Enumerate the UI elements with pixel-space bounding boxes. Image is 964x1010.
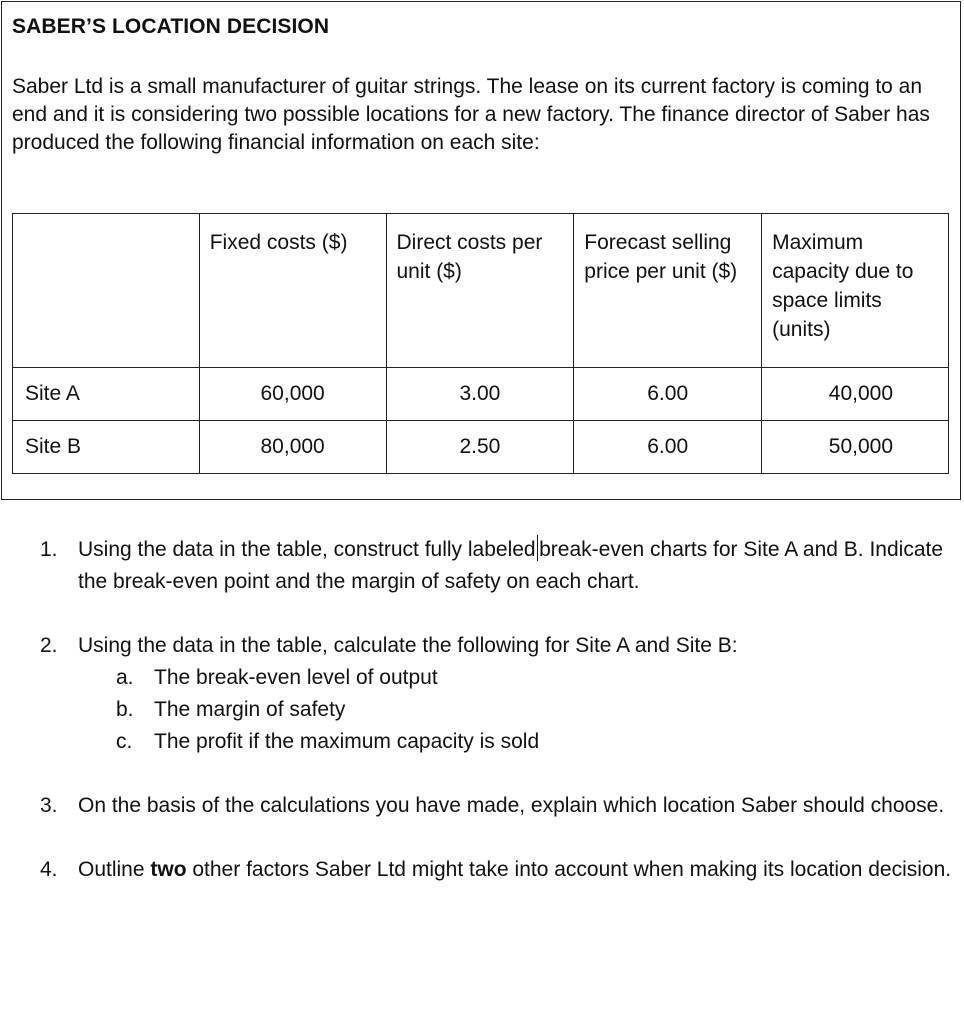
question-text: On the basis of the calculations you have made, explain which location Saber should choose. <box>78 794 945 817</box>
sub-question-b <box>116 694 960 726</box>
selling-price-cell: 6.00 <box>574 421 762 474</box>
site-label: Site A <box>13 368 200 421</box>
question-3 <box>40 790 960 822</box>
sub-text: The break-even level of output <box>154 666 438 689</box>
site-label: Site B <box>13 421 200 474</box>
direct-costs-cell: 2.50 <box>386 421 574 474</box>
question-text: Using the data in the table, calculate the following for Site A and Site B: <box>78 634 738 657</box>
header-fixed-costs: Fixed costs ($) <box>199 214 386 368</box>
max-capacity-cell: 50,000 <box>762 421 949 474</box>
table-header-row <box>13 214 949 368</box>
direct-costs-cell: 3.00 <box>386 368 574 421</box>
question-2 <box>40 630 960 758</box>
header-cell-blank <box>13 214 200 368</box>
table-row <box>13 368 949 421</box>
header-selling-price: Forecast selling price per unit ($) <box>574 214 762 368</box>
sub-question-a <box>116 662 960 694</box>
text-cursor <box>537 535 539 561</box>
question-1 <box>40 534 960 598</box>
header-max-capacity: Maximum capacity due to space limits (units) <box>762 214 949 368</box>
question-4 <box>40 854 960 886</box>
site-costs-table <box>12 213 949 474</box>
sub-letter: a. <box>116 666 134 689</box>
fixed-costs-cell: 60,000 <box>199 368 386 421</box>
max-capacity-cell: 40,000 <box>762 368 949 421</box>
selling-price-cell: 6.00 <box>574 368 762 421</box>
sub-letter: b. <box>116 698 134 721</box>
sub-letter: c. <box>116 730 133 753</box>
question-text: break-even charts for Site A and B. Indicate the break-even point and the margin of safety on each chart. <box>78 538 944 593</box>
table-row <box>13 421 949 474</box>
question-list <box>40 534 960 886</box>
question-text: other factors Saber Ltd might take into account when making its location decision. <box>186 858 952 881</box>
fixed-costs-cell: 80,000 <box>199 421 386 474</box>
question-text: Outline <box>78 858 151 881</box>
sub-text: The profit if the maximum capacity is sold <box>154 730 540 753</box>
question-text: Using the data in the table, construct fully labeled <box>78 538 536 561</box>
question-number: 4. <box>40 858 58 881</box>
question-number: 1. <box>40 538 58 561</box>
intro-paragraph: Saber Ltd is a small manufacturer of guitar strings. The lease on its current factory is coming to an end and it is considering two possible locations for a new factory. The finance director of Saber has produced the following financial information on each site: <box>12 75 930 154</box>
sub-text: The margin of safety <box>154 698 346 721</box>
question-number: 2. <box>40 634 58 657</box>
page-title: SABER’S LOCATION DECISION <box>12 15 330 38</box>
sub-question-c <box>116 726 960 758</box>
question-number: 3. <box>40 794 58 817</box>
emphasis-text: two <box>150 858 187 881</box>
header-direct-costs: Direct costs per unit ($) <box>386 214 574 368</box>
